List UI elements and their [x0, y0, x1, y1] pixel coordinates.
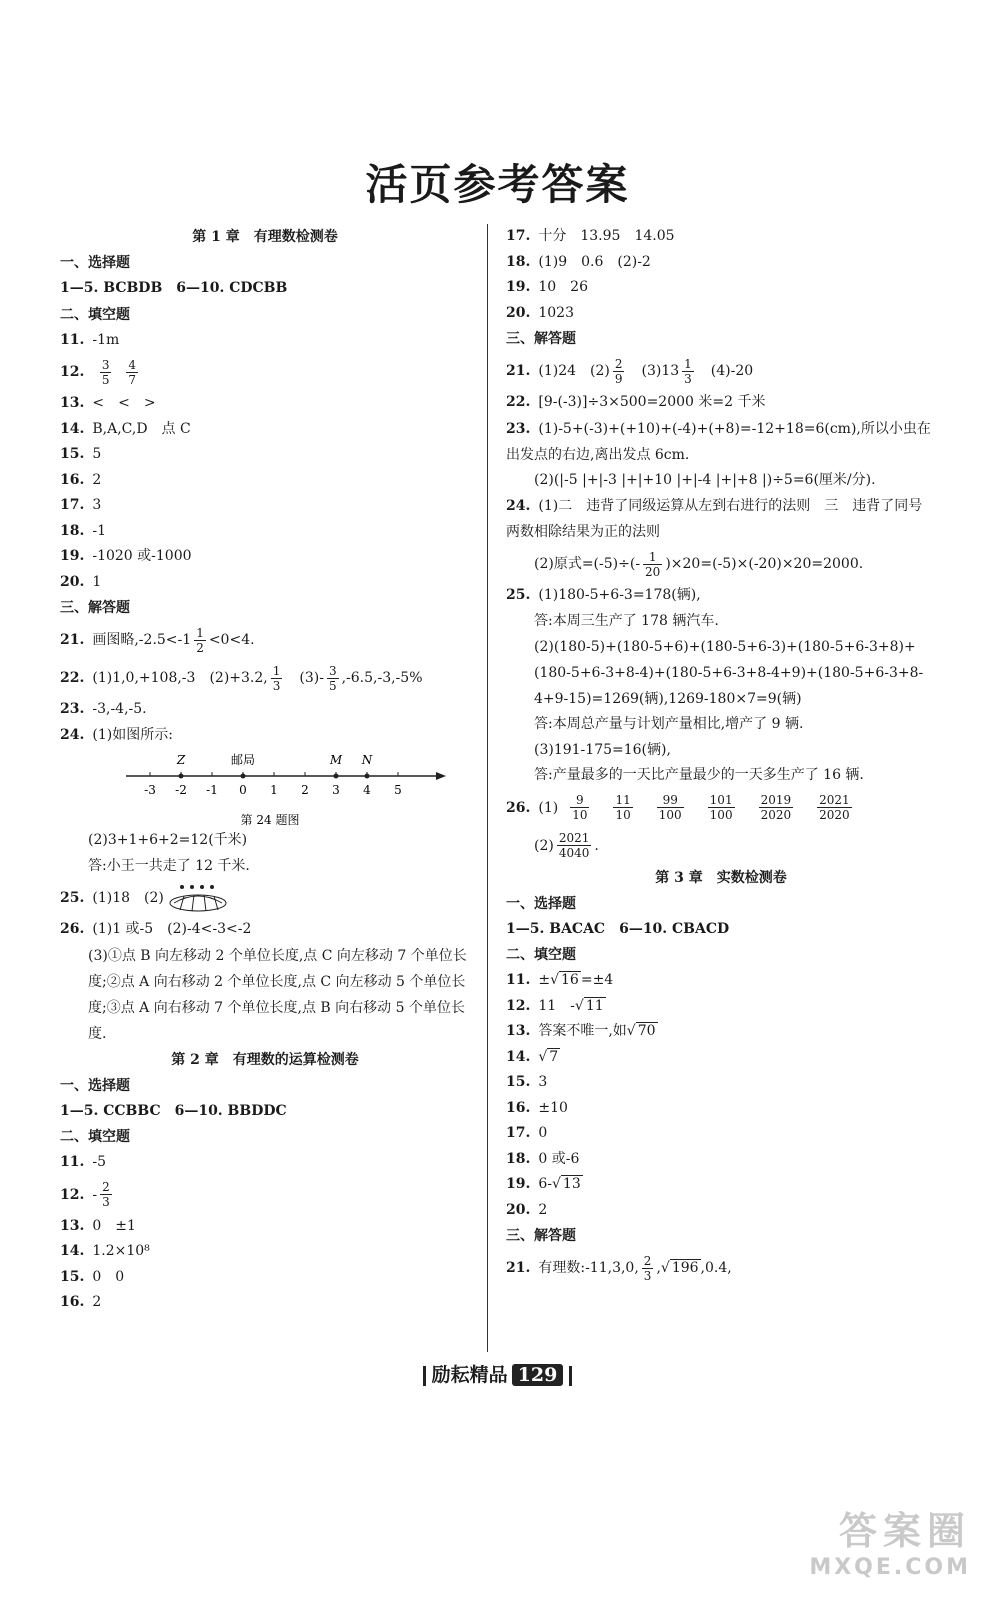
- watermark: [691, 1500, 971, 1580]
- answer-16: 16. 2: [60, 471, 102, 488]
- fraction: $\frac{2021}{2020}$: [819, 793, 850, 822]
- answer-24: 24. (1)如图所示:: [60, 726, 173, 743]
- answer-11: 11. -5: [60, 1154, 106, 1170]
- point-label: 邮局: [230, 753, 256, 767]
- fraction: $\frac{3}{5}$: [101, 357, 110, 387]
- answer-21: 21. 有理数:-11,3,0, $\frac{2}{3}$ ,√ 196 ,0.4,: [506, 1253, 732, 1283]
- answer-12: 12. 11 -√ 11: [506, 997, 604, 1014]
- tick-label: -2: [175, 783, 187, 797]
- answer-12: 12. $\frac{3}{5}$ $\frac{4}{7}$: [60, 357, 136, 387]
- answer-line: 1—5. BACAC 6—10. CBACD: [506, 920, 730, 937]
- answer-13: 13. 0 ±1: [60, 1217, 136, 1234]
- fraction: $\frac{101}{100}$: [709, 793, 733, 822]
- answer-18: 18. -1: [60, 522, 106, 539]
- answer-16: 16. ±10: [506, 1099, 568, 1116]
- point-marker: [179, 774, 184, 779]
- answer-26-2: (2) $\frac{2021}{4040}$ .: [534, 831, 599, 860]
- point-label: Z: [176, 753, 186, 767]
- tick-label: -3: [144, 783, 156, 797]
- column-divider: [487, 224, 488, 1352]
- answer-25-4: 答:本周总产量与计划产量相比,增产了 9 辆.: [534, 716, 804, 732]
- watermark-url: MXQE.COM: [809, 1555, 971, 1580]
- answer-21: 21. (1)24 (2) $\frac{2}{9}$ (3)13 $\frac{1}{3}$ (4)-20: [506, 356, 754, 386]
- answer-26: 26. (1) $\frac{9}{10}$ $\frac{11}{10}$ $\frac{99}{100}$ $\frac{101}{100}$ $\frac{2019}{2020}$ $\frac{2021}{2020}$: [506, 789, 936, 827]
- tick-label: 0: [239, 783, 247, 797]
- answer-14: 14. 1.2×10⁸: [60, 1243, 150, 1259]
- answer-17: 17. 3: [60, 497, 102, 513]
- answer-18: 18. 0 或-6: [506, 1150, 580, 1167]
- section-heading: 一、选择题: [506, 895, 576, 912]
- answer-18: 18. (1)9 0.6 (2)-2: [506, 253, 651, 270]
- answer-24-2: (2)原式=(-5)÷(- $\frac{1}{20}$ )×20=(-5)×(-20)×20=2000.: [534, 549, 864, 579]
- fraction: $\frac{11}{10}$: [615, 793, 631, 822]
- tick-label: 4: [363, 783, 371, 797]
- page-title: 活页参考答案: [365, 160, 630, 209]
- answer-20: 20. 1023: [506, 304, 574, 321]
- section-heading: 二、填空题: [60, 1129, 130, 1145]
- answer-25: 25. (1)180-5+6-3=178(辆),: [506, 587, 701, 603]
- answer-25-6: 答:产量最多的一天比产量最少的一天多生产了 16 辆.: [534, 767, 864, 783]
- section-heading: 三、解答题: [506, 1228, 576, 1244]
- answer-22: 22. [9-(-3)]÷3×500=2000 米=2 千米: [506, 394, 766, 410]
- answer-20: 20. 2: [506, 1201, 548, 1218]
- fraction: $\frac{99}{100}$: [658, 793, 682, 822]
- fraction: $\frac{9}{10}$: [572, 793, 588, 822]
- answer-19: 19. 6-√ 13: [506, 1176, 581, 1192]
- answer-19: 19. -1020 或-1000: [60, 548, 192, 564]
- section-heading: 一、选择题: [60, 1077, 130, 1094]
- right-column: [506, 224, 936, 1287]
- fraction: $\frac{4}{7}$: [128, 357, 136, 387]
- watermark-text: 答案圈: [838, 1509, 971, 1553]
- answer-16: 16. 2: [60, 1294, 102, 1310]
- answer-20: 20. 1: [60, 573, 102, 590]
- point-marker: [241, 774, 246, 779]
- pattern-figure: [168, 883, 232, 913]
- section-heading: 三、解答题: [60, 600, 130, 616]
- answer-22: 22. (1)1,0,+108,-3 (2)+3.2, $\frac{1}{3}$ (3)- $\frac{3}{5}$ ,-6.5,-3,-5%: [60, 663, 423, 693]
- answer-11: 11. ±√ 16 =±4: [506, 972, 614, 988]
- answer-14: 14. √ 7: [506, 1048, 559, 1065]
- page-number: 129: [512, 1364, 564, 1386]
- section-heading: 二、填空题: [506, 947, 576, 963]
- answer-25-3: (2)(180-5)+(180-5+6)+(180-5+6-3)+(180-5+6-3+8)+(180-5+6-3+8-4)+(180-5+6-3+8-4+9)+(180-5+6-3+8-4+9-15)=1269(辆),1269-180×7=9(辆): [534, 639, 924, 707]
- chapter-3-title: 第 3 章 实数检测卷: [655, 869, 787, 886]
- answer-13: 13. 答案不唯一,如√ 70: [506, 1023, 656, 1039]
- answer-25-5: (3)191-175=16(辆),: [534, 741, 671, 758]
- answer-14: 14. B,A,C,D 点 C: [60, 420, 191, 437]
- answer-19: 19. 10 26: [506, 279, 588, 295]
- chapter-2-title: 第 2 章 有理数的运算检测卷: [171, 1051, 359, 1068]
- fraction: $\frac{2019}{2020}$: [760, 793, 792, 822]
- tick-label: 2: [301, 783, 309, 797]
- answer-13: 13. < < >: [60, 395, 156, 411]
- answer-21: 21. 画图略,-2.5<-1 $\frac{1}{2}$ <0<4.: [60, 625, 255, 655]
- answer-23-2: (2)(|-5 |+|-3 |+|+10 |+|-4 |+|+8 |)÷5=6(厘米/分).: [534, 471, 876, 488]
- point-label: M: [329, 753, 343, 767]
- tick-label: -1: [206, 783, 218, 797]
- answer-23: 23. -3,-4,-5.: [60, 701, 147, 717]
- answer-line: 1—5. CCBBC 6—10. BBDDC: [60, 1102, 287, 1119]
- answer-24-3: 答:小王一共走了 12 千米.: [88, 857, 250, 874]
- answer-line: 1—5. BCBDB 6—10. CDCBB: [60, 280, 288, 296]
- page-footer: [0, 1360, 995, 1387]
- point-marker: [365, 774, 370, 779]
- answer-26: 26. (1)1 或-5 (2)-4<-3<-2: [60, 921, 252, 937]
- left-column: [60, 224, 470, 1316]
- answer-23: 23. (1)-5+(-3)+(+10)+(-4)+(+8)=-12+18=6(cm),所以小虫在出发点的右边,离出发点 6cm.: [506, 420, 931, 463]
- answer-15: 15. 0 0: [60, 1268, 125, 1285]
- tick-label: 3: [332, 783, 340, 797]
- number-line-svg: [120, 748, 450, 828]
- answer-17: 17. 十分 13.95 14.05: [506, 228, 675, 244]
- answer-15: 15. 3: [506, 1074, 548, 1090]
- brand-name: 励耘精品: [431, 1364, 508, 1386]
- point-marker: [334, 774, 339, 779]
- section-heading: 二、填空题: [60, 306, 130, 323]
- answer-24-2: (2)3+1+6+2=12(千米): [88, 832, 248, 848]
- figure-caption: 第 24 题图: [240, 813, 300, 827]
- answer-24: 24. (1)二 违背了同级运算从左到右进行的法则 三 违背了同号两数相除结果为正的法则: [506, 498, 923, 540]
- chapter-1-title: 第 1 章 有理数检测卷: [192, 229, 338, 245]
- answer-12: 12. - $\frac{2}{3}$: [60, 1180, 110, 1209]
- answer-11: 11. -1m: [60, 331, 120, 348]
- answer-26-3: (3)①点 B 向左移动 2 个单位长度,点 C 向左移动 7 个单位长度;②点 A 向右移动 2 个单位长度,点 C 向左移动 5 个单位长度;③点 A 向右移动 7 个单位长度,点 B 向右移动 5 个单位长度.: [88, 947, 467, 1042]
- answer-17: 17. 0: [506, 1125, 548, 1141]
- answer-25: 25. (1)18 (2): [60, 879, 470, 917]
- point-label: N: [361, 753, 373, 767]
- section-heading: 三、解答题: [506, 331, 576, 347]
- tick-label: 1: [270, 783, 278, 797]
- answer-15: 15. 5: [60, 446, 102, 462]
- answer-25-2: 答:本周三生产了 178 辆汽车.: [534, 612, 719, 629]
- number-line-figure: [60, 748, 470, 828]
- tick-label: 5: [394, 783, 402, 797]
- section-heading: 一、选择题: [60, 255, 130, 271]
